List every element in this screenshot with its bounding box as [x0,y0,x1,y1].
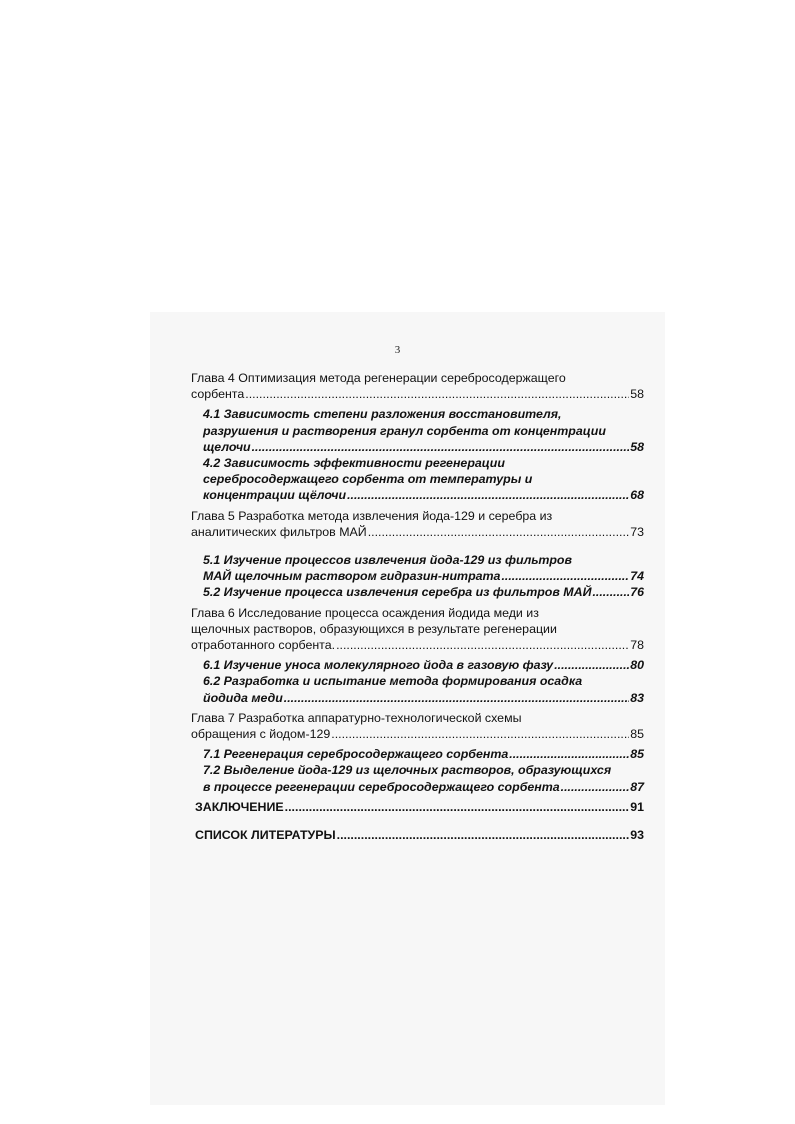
toc-references[interactable] [191,827,644,843]
toc-page-number: 93 [630,828,644,843]
toc-text: МАЙ щелочным раствором гидразин-нитрата [203,569,501,584]
toc-chapter-6[interactable] [191,605,644,654]
toc-page-number: 68 [630,488,644,503]
toc-leader-row [203,779,644,795]
toc-text: отработанного сорбента. [191,638,336,653]
toc-section-5-1[interactable] [191,552,644,584]
toc-text: 5.2 Изучение процесса извлечения серебра из фильтров МАЙ [203,585,592,600]
toc-text: сорбента [191,387,245,402]
toc-text: СПИСОК ЛИТЕРАТУРЫ [195,828,336,843]
toc-section-4-1[interactable] [191,406,644,455]
toc-text: аналитических фильтров МАЙ [191,524,367,539]
dot-leader [284,690,629,706]
toc-chapter-5[interactable] [191,508,644,540]
toc-text: обращения с йодом-129 [191,727,331,742]
toc-page-number: 87 [630,779,644,794]
dot-leader [561,779,630,795]
toc-text: йодида меди [203,690,283,705]
toc-line: 4.2 Зависимость эффективности регенерации [203,456,505,471]
toc-line: 5.1 Изучение процессов извлечения йода-129 из фильтров [203,553,572,568]
toc-line: 7.2 Выделение йода-129 из щелочных растворов, образующихся [203,763,612,778]
dot-leader [501,568,629,584]
toc-leader-row [191,386,644,402]
toc-leader-row [203,568,644,584]
dot-leader [337,827,630,843]
toc-page-number: 74 [630,569,644,584]
dot-leader [285,799,630,815]
toc-leader-row [203,487,644,503]
toc-section-6-2[interactable] [191,673,644,705]
toc-leader-row [203,657,644,673]
toc-text: ЗАКЛЮЧЕНИЕ [195,799,284,814]
toc-text: концентрации щёлочи [203,488,347,503]
toc-text: 7.1 Регенерация серебросодержащего сорбента [203,747,509,762]
toc-leader-row [203,746,644,762]
toc-line: разрушения и растворения гранул сорбента от концентрации [203,423,606,438]
dot-leader [592,584,629,600]
toc-leader-row [195,827,644,843]
toc-line: Глава 4 Оптимизация метода регенерации серебросодержащего [191,371,566,385]
toc-text: в процессе регенерации серебросодержащего сорбента [203,779,560,794]
toc-chapter-4[interactable] [191,370,644,402]
toc-section-4-2[interactable] [191,455,644,504]
toc-leader-row [191,524,644,540]
toc-line: серебросодержащего сорбента от температуры и [203,472,533,487]
dot-leader [554,657,629,673]
toc-page-number: 91 [630,799,644,814]
toc-page-number: 76 [630,585,644,600]
toc-page-number: 83 [630,690,644,705]
toc-page-number: 78 [630,638,644,653]
dot-leader [368,524,630,540]
toc-page-number: 80 [630,658,644,673]
toc-line: Глава 7 Разработка аппаратурно-технологической схемы [191,710,522,725]
toc-leader-row [203,690,644,706]
toc-line: Глава 6 Исследование процесса осаждения йодида меди из [191,605,539,620]
dot-leader [252,439,630,455]
toc-leader-row [191,637,644,653]
table-of-contents [191,370,644,843]
toc-section-6-1[interactable] [191,657,644,673]
toc-leader-row [203,584,644,600]
dot-leader [331,726,629,742]
toc-page-number: 58 [630,439,644,454]
toc-text: щелочи [203,439,251,454]
toc-page-number: 73 [630,524,644,539]
toc-section-7-2[interactable] [191,762,644,794]
toc-leader-row [195,799,644,815]
toc-page-number: 85 [630,747,644,762]
dot-leader [245,386,629,402]
page-number: 3 [394,344,401,356]
toc-line: Глава 5 Разработка метода извлечения йода-129 и серебра из [191,508,553,523]
toc-line: 6.2 Разработка и испытание метода формирования осадка [203,674,583,689]
toc-page-number: 85 [630,727,644,742]
toc-conclusion[interactable] [191,799,644,815]
toc-chapter-7[interactable] [191,710,644,742]
toc-page-number: 58 [630,387,644,402]
toc-section-7-1[interactable] [191,746,644,762]
toc-leader-row [191,726,644,742]
dot-leader [509,746,629,762]
dot-leader [347,487,629,503]
toc-section-5-2[interactable] [191,584,644,600]
toc-line: 4.1 Зависимость степени разложения восстановителя, [203,407,562,422]
toc-line: щелочных растворов, образующихся в результате регенерации [191,621,557,636]
toc-text: 6.1 Изучение уноса молекулярного йода в газовую фазу [203,658,554,673]
toc-leader-row [203,439,644,455]
dot-leader [336,637,629,653]
